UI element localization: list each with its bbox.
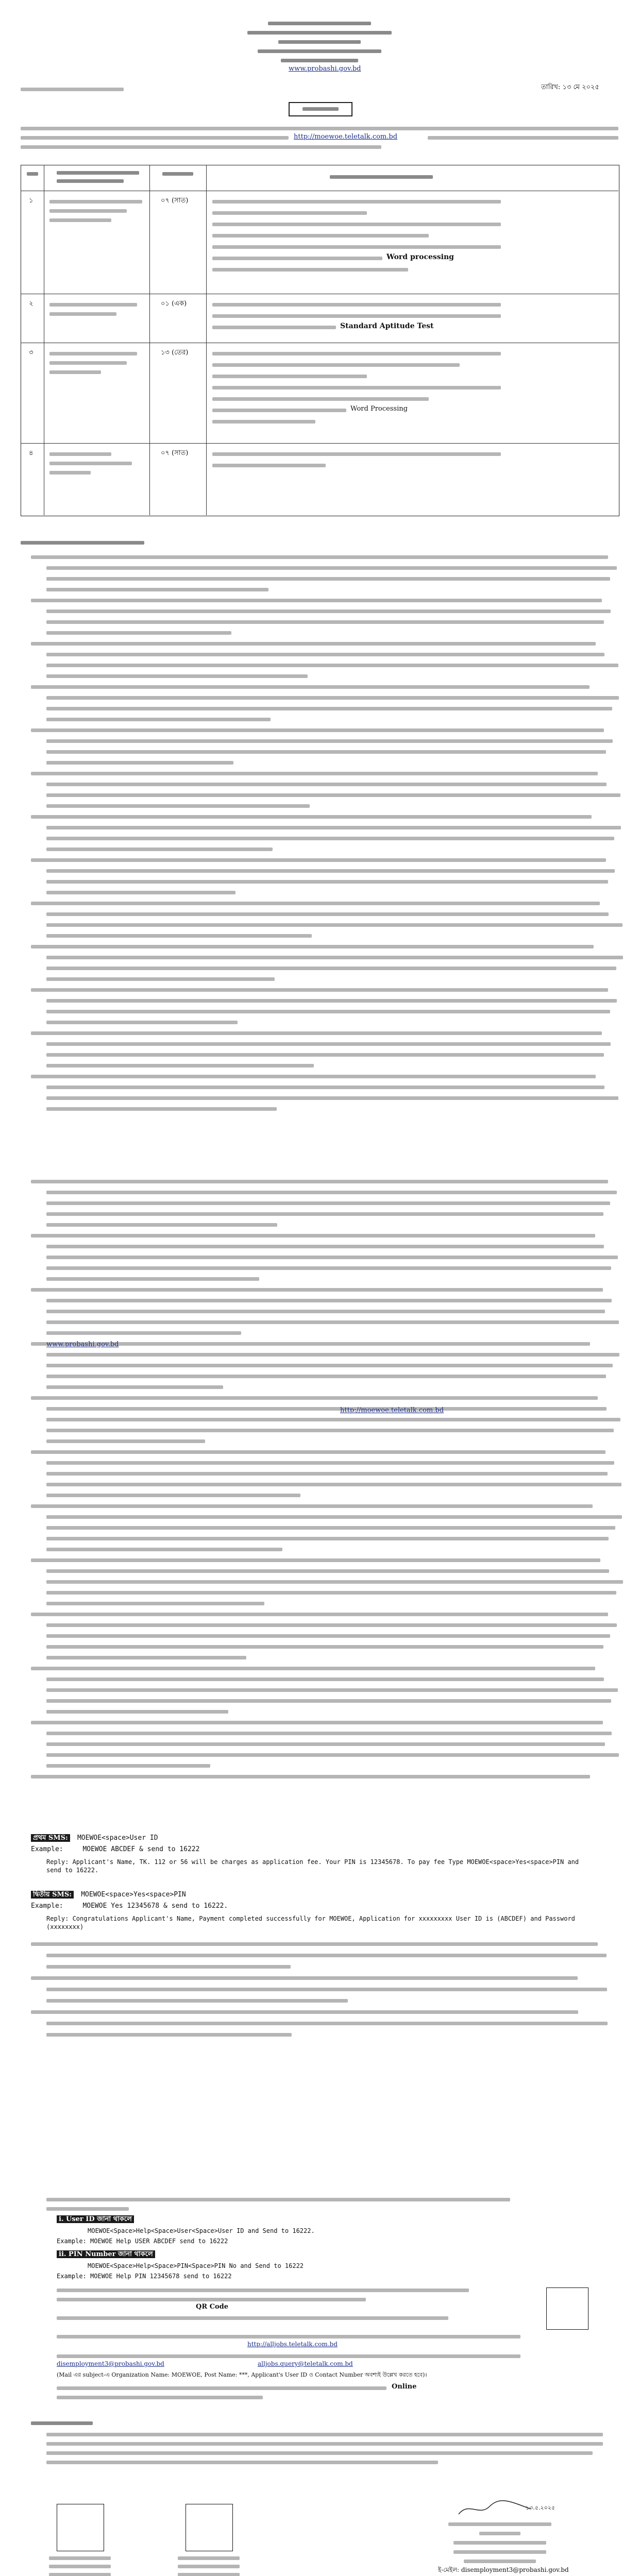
text-line — [46, 1418, 620, 1421]
qr-caption-line — [49, 2565, 111, 2568]
text-line — [31, 599, 602, 602]
text-line — [46, 1965, 291, 1969]
text-line — [46, 1407, 607, 1411]
qr-caption-line — [49, 2556, 111, 2560]
text-line — [31, 1942, 598, 1946]
text-line — [46, 912, 609, 916]
text-line — [46, 1656, 246, 1659]
note-line — [46, 2451, 593, 2455]
post-name — [49, 218, 111, 222]
text-line — [31, 1450, 606, 1454]
text-line — [46, 1623, 617, 1627]
alljobs-query-email[interactable]: alljobs.query@teletalk.com.bd — [258, 2360, 353, 2367]
text-line — [31, 1234, 595, 1238]
row-number: ২ — [29, 300, 33, 308]
row-number: ৪ — [29, 449, 33, 457]
text-line — [31, 1180, 608, 1183]
mail-subject-note: (Mail এর subject-এ Organization Name: MOEWOE, Post Name: ***, Applicant's User ID ও Contact Number অবশ্যই উল্লেখ করতে হবে)। — [57, 2371, 427, 2378]
text-line — [46, 1310, 605, 1313]
signature-mark — [453, 2499, 536, 2519]
help-qr-code[interactable] — [546, 2287, 588, 2330]
header-line-2 — [247, 31, 392, 35]
help-line — [57, 2396, 263, 2399]
text-line — [31, 1288, 603, 1292]
qr-caption-line — [178, 2556, 240, 2560]
text-line — [46, 1732, 612, 1735]
post-name — [49, 303, 137, 307]
text-line — [46, 609, 611, 613]
note-line — [46, 2442, 603, 2446]
header-cell — [57, 179, 124, 183]
header-line-3 — [278, 40, 361, 44]
conditions-heading — [21, 541, 144, 545]
text-line — [46, 1742, 605, 1746]
text-line — [46, 1602, 264, 1605]
post-count: ০৭ (সাত) — [161, 449, 189, 457]
qualification-line — [212, 375, 367, 378]
text-line — [31, 815, 592, 819]
text-line — [46, 1096, 618, 1100]
post-name — [49, 312, 116, 316]
text-line — [46, 1710, 228, 1714]
text-line — [46, 1385, 223, 1389]
text-line — [46, 837, 614, 840]
help-intro-line — [46, 2198, 510, 2201]
qualification-line — [212, 352, 501, 355]
text-line — [46, 891, 236, 894]
text-line — [46, 1515, 622, 1519]
qualification-snippet: Word Processing — [350, 405, 408, 413]
qr-caption-line — [178, 2573, 240, 2576]
text-line — [46, 2033, 292, 2037]
help-line — [57, 2289, 469, 2292]
qualification-line — [212, 363, 460, 367]
header-line-5 — [281, 59, 358, 62]
text-line — [46, 674, 308, 678]
header-cell — [162, 172, 193, 176]
text-line — [46, 631, 231, 635]
text-line — [46, 1439, 205, 1443]
text-line — [46, 1753, 619, 1757]
text-line — [46, 620, 604, 624]
post-name — [49, 200, 142, 204]
text-line — [46, 1245, 604, 1248]
text-line — [46, 1999, 348, 2003]
text-line — [46, 1461, 614, 1465]
text-line — [31, 1031, 602, 1035]
text-line — [46, 1548, 282, 1551]
signatory-email: ই-মেইল: disemployment3@probashi.gov.bd — [438, 2566, 569, 2573]
text-line — [46, 793, 620, 797]
text-line — [31, 1558, 600, 1562]
text-line — [31, 728, 604, 732]
text-line — [31, 1504, 593, 1508]
text-line — [46, 1320, 619, 1324]
row-divider — [21, 443, 618, 444]
qualification-line — [212, 420, 315, 423]
text-line — [46, 934, 312, 938]
qualification-line — [212, 223, 501, 226]
intro-paragraph — [0, 124, 639, 160]
qualification-line — [212, 303, 501, 307]
qualification-line — [212, 257, 382, 260]
text-line — [46, 880, 608, 884]
text-line — [46, 566, 617, 570]
qr-code-label: QR Code — [196, 2303, 229, 2311]
text-line — [46, 761, 233, 765]
text-line — [46, 1483, 621, 1486]
qualification-line — [212, 464, 326, 467]
text-line — [46, 848, 273, 851]
memo-number — [21, 88, 124, 91]
text-line — [46, 1580, 623, 1584]
text-line — [31, 685, 590, 689]
intro-line — [21, 145, 381, 149]
note-heading — [31, 2421, 93, 2425]
text-line — [46, 804, 310, 808]
intro-line — [21, 136, 289, 140]
text-line — [46, 1256, 618, 1259]
text-line — [46, 1688, 618, 1692]
post-count: ০৭ (সাত) — [161, 197, 189, 205]
qr-caption-line — [49, 2573, 111, 2576]
text-line — [46, 1107, 277, 1111]
text-line — [46, 1064, 314, 1067]
sms-instructions — [0, 1834, 639, 2050]
alljobs-link[interactable]: http://alljobs.teletalk.com.bd — [247, 2341, 338, 2348]
footer-qr-code[interactable] — [186, 2504, 233, 2551]
text-line — [46, 2022, 608, 2025]
text-line — [46, 1988, 607, 1991]
text-line — [46, 1677, 604, 1681]
header-website-link[interactable]: www.probashi.gov.bd — [289, 65, 361, 73]
text-line — [46, 869, 615, 873]
text-line — [46, 1364, 613, 1367]
sms-second-reply: Reply: Congratulations Applicant's Name, Payment completed successfully for MOEWOE, Application for xxxxxxxxx User ID is (ABCDEF) and Password (xxxxxxxx) — [46, 1915, 575, 1930]
header-line-1 — [268, 22, 371, 25]
sms-second-label: দ্বিতীয় SMS: — [31, 1891, 74, 1899]
job-table — [0, 165, 639, 526]
post-name — [49, 352, 137, 355]
row-number: ৩ — [29, 349, 33, 357]
text-line — [31, 555, 608, 559]
sms-first-label: প্রথম SMS: — [31, 1834, 70, 1842]
notice-header — [0, 10, 639, 118]
text-line — [46, 1053, 604, 1057]
text-line — [46, 1429, 614, 1432]
signatory-line — [479, 2532, 520, 2535]
text-line — [46, 1634, 610, 1638]
text-line — [46, 718, 271, 721]
help-line — [57, 2298, 366, 2301]
text-line — [46, 1764, 210, 1768]
signatory-line — [448, 2522, 551, 2526]
col-divider — [149, 165, 150, 515]
text-line — [31, 858, 606, 862]
signatory-line — [464, 2560, 536, 2563]
note-line — [46, 2433, 603, 2436]
text-line — [46, 1331, 241, 1335]
sms-second-block — [31, 1891, 186, 1899]
qualification-line — [212, 409, 346, 412]
row-number: ১ — [29, 197, 33, 205]
help-line — [57, 2316, 448, 2320]
qualification-line — [212, 314, 501, 318]
userid-help-command: MOEWOE<Space>Help<Space>User<Space>User ID and Send to 16222. — [88, 2227, 315, 2234]
help-line — [57, 2335, 520, 2338]
text-line — [46, 588, 268, 591]
userid-help-text: i. User ID জানা থাকলে — [57, 2215, 134, 2223]
text-line — [46, 999, 617, 1003]
text-line — [46, 1266, 611, 1270]
qualification-line — [212, 386, 501, 389]
text-line — [31, 1667, 595, 1670]
qualification-line — [212, 200, 501, 204]
text-line — [31, 988, 608, 992]
qualification-snippet: Word processing — [386, 253, 454, 261]
post-name — [49, 452, 111, 456]
example-text: MOEWOE Yes 12345678 & send to 16222. — [82, 1902, 228, 1910]
text-line — [46, 1201, 610, 1205]
qualification-line — [212, 397, 429, 401]
text-line — [31, 642, 596, 646]
text-line — [46, 1223, 277, 1227]
qualification-snippet: Standard Aptitude Test — [340, 322, 434, 330]
text-line — [46, 739, 613, 743]
intro-line — [21, 127, 618, 130]
sms-first-command: MOEWOE<space>User ID — [77, 1834, 158, 1842]
sms-first-example — [31, 1845, 199, 1854]
pin-help-example: Example: MOEWOE Help PIN 12345678 send to 16222 — [57, 2273, 232, 2280]
post-name — [49, 370, 101, 374]
text-line — [46, 750, 606, 754]
pin-help-label — [57, 2250, 155, 2259]
moewoe-email-link[interactable]: disemployment3@probashi.gov.bd — [57, 2360, 164, 2367]
sms-second-example — [31, 1902, 228, 1910]
text-line — [31, 1075, 596, 1078]
signature-date: ১৩.৫.২০২৫ — [526, 2504, 556, 2511]
example-label: Example: — [31, 1845, 63, 1853]
col-divider — [206, 165, 207, 515]
probashi-link[interactable]: www.probashi.gov.bd — [46, 1341, 119, 1348]
qualification-line — [212, 268, 408, 272]
text-line — [46, 1537, 609, 1540]
text-line — [46, 1954, 607, 1957]
header-cell — [330, 175, 433, 179]
help-line — [57, 2354, 520, 2358]
post-name — [49, 462, 132, 465]
qr-caption-line — [178, 2565, 240, 2568]
text-line — [46, 653, 604, 656]
online-word: Online — [392, 2383, 417, 2391]
sms-second-command: MOEWOE<space>Yes<space>PIN — [81, 1891, 186, 1899]
notice-title-box — [289, 102, 352, 116]
help-intro-line — [46, 2207, 129, 2211]
sms-first-reply: Reply: Applicant's Name, TK. 112 or 56 will be charges as application fee. Your PIN is 12345678. To pay fee Type MOEWOE<space>Yes<space>PIN and send to 16222. — [46, 1858, 579, 1874]
post-name — [49, 471, 91, 474]
teletalk-link[interactable]: http://moewoe.teletalk.com.bd — [340, 1406, 444, 1414]
text-line — [46, 1526, 615, 1530]
text-line — [46, 956, 623, 959]
text-line — [46, 664, 618, 667]
text-line — [46, 1042, 611, 1046]
userid-help-label — [57, 2215, 134, 2224]
signatory-line — [453, 2550, 546, 2554]
text-line — [46, 1645, 603, 1649]
qualification-line — [212, 452, 501, 456]
text-line — [46, 967, 616, 970]
help-line — [57, 2386, 386, 2390]
note-line — [46, 2461, 438, 2464]
text-line — [46, 923, 623, 927]
intro-line — [428, 136, 618, 140]
signatory-line — [453, 2541, 546, 2545]
qualification-line — [212, 211, 367, 215]
text-line — [46, 1299, 612, 1302]
notice-footer — [0, 2494, 639, 2576]
sms-first-block — [31, 1834, 158, 1842]
text-line — [46, 1353, 619, 1357]
text-line — [46, 1569, 609, 1573]
intro-teletalk-link[interactable]: http://moewoe.teletalk.com.bd — [294, 133, 398, 141]
qualification-line — [212, 234, 429, 238]
text-line — [31, 1396, 598, 1400]
qualification-line — [212, 245, 501, 249]
text-line — [31, 1775, 590, 1778]
post-count: ০১ (এক) — [161, 300, 187, 308]
text-line — [46, 577, 610, 581]
application-instructions — [0, 1175, 639, 1814]
qualification-line — [212, 326, 336, 329]
text-line — [46, 826, 621, 829]
text-line — [46, 1191, 617, 1194]
text-line — [31, 902, 600, 905]
footer-qr-code[interactable] — [57, 2504, 104, 2551]
text-line — [46, 696, 619, 700]
text-line — [46, 783, 607, 786]
header-line-4 — [258, 49, 381, 53]
text-line — [46, 1277, 259, 1281]
post-count: ১৩ (তের) — [161, 349, 189, 357]
post-name — [49, 209, 127, 213]
text-line — [31, 1613, 608, 1616]
text-line — [46, 707, 612, 710]
text-line — [46, 1212, 603, 1216]
example-label: Example: — [31, 1902, 63, 1910]
text-line — [31, 1976, 578, 1980]
post-name — [49, 361, 127, 365]
text-line — [46, 1086, 604, 1089]
text-line — [46, 1699, 611, 1703]
text-line — [31, 945, 594, 948]
example-text: MOEWOE ABCDEF & send to 16222 — [82, 1845, 200, 1853]
text-line — [31, 2010, 578, 2014]
header-cell — [27, 172, 38, 176]
text-line — [46, 1375, 606, 1378]
text-line — [31, 1721, 603, 1724]
conditions-section — [0, 536, 639, 1144]
text-line — [46, 1472, 608, 1476]
header-cell — [57, 171, 139, 175]
text-line — [46, 1494, 300, 1497]
text-line — [31, 772, 598, 775]
help-section — [0, 2195, 639, 2483]
userid-help-example: Example: MOEWOE Help USER ABCDEF send to 16222 — [57, 2238, 228, 2245]
text-line — [46, 1591, 616, 1595]
text-line — [46, 977, 275, 981]
pin-help-command: MOEWOE<Space>Help<Space>PIN<Space>PIN No and Send to 16222 — [88, 2262, 304, 2269]
text-line — [46, 1021, 238, 1024]
notice-date: তারিখ: ১৩ মে ২০২৫ — [541, 83, 599, 91]
notice-title — [302, 107, 339, 111]
text-line — [46, 1010, 610, 1013]
pin-help-text: ii. PIN Number জানা থাকলে — [57, 2250, 155, 2258]
